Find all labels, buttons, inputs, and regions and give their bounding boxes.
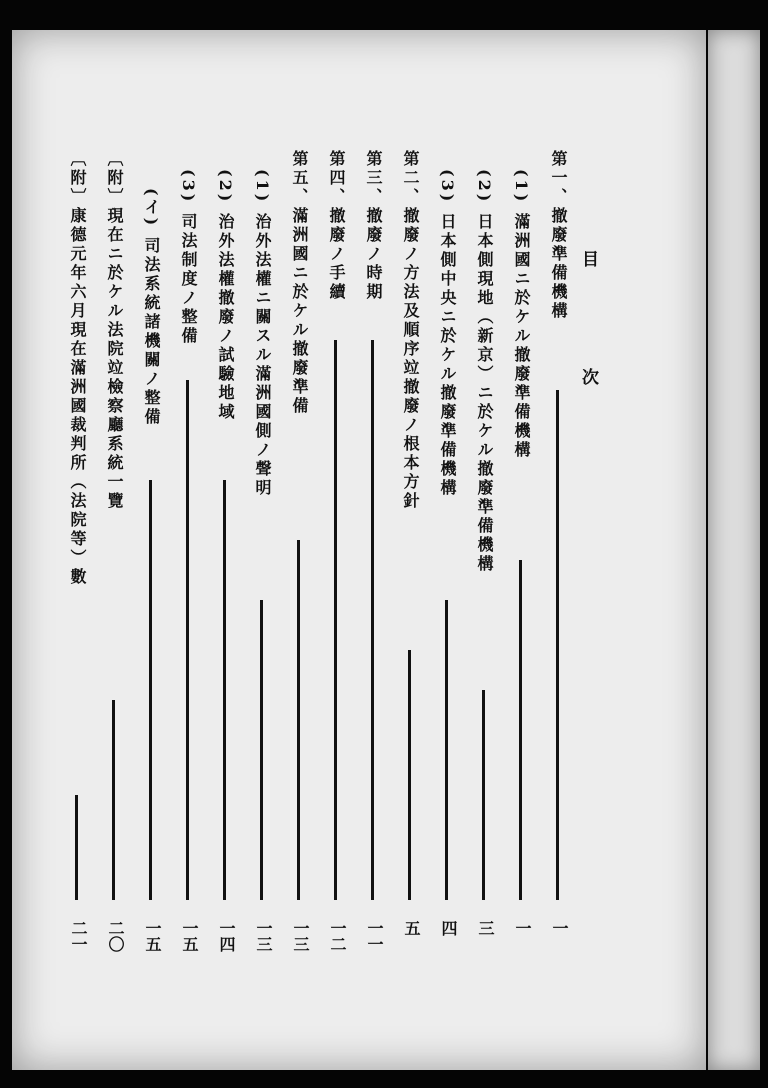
toc-entry-12: (イ) 司法系統諸機關ノ整備 <box>142 150 161 427</box>
page-number-10: 一四 <box>217 920 236 952</box>
toc-entry-5: 第二、撤廢ノ方法及順序竝撤廢ノ根本方針 <box>401 150 420 511</box>
page-number-4: 四 <box>439 920 458 936</box>
leader-6 <box>371 340 374 900</box>
leader-1 <box>556 390 559 900</box>
leader-14 <box>75 795 78 900</box>
page-number-2: 一 <box>513 920 532 936</box>
toc-entry-13: 〔附〕現在ニ於ケル法院竝檢察廳系統一覽 <box>105 150 124 511</box>
toc-entry-8: 第五、滿洲國ニ於ケル撤廢準備 <box>290 150 309 416</box>
toc-entry-14: 〔附〕康德元年六月現在滿洲國裁判所（法院等）數 <box>68 150 87 587</box>
leader-2 <box>519 560 522 900</box>
leader-13 <box>112 700 115 900</box>
toc-entry-9: (1) 治外法權ニ關スル滿洲國側ノ聲明 <box>253 150 272 498</box>
leader-9 <box>260 600 263 900</box>
page-number-7: 一二 <box>328 920 347 952</box>
toc-entry-11: (3) 司法制度ノ整備 <box>179 150 198 346</box>
leader-3 <box>482 690 485 900</box>
toc-entry-7: 第四、撤廢ノ手續 <box>327 150 346 302</box>
toc-entry-4: (3) 日本側中央ニ於ケル撤廢準備機構 <box>438 150 457 498</box>
page-number-11: 一五 <box>180 920 199 952</box>
page-number-9: 一三 <box>254 920 273 952</box>
leader-11 <box>186 380 189 900</box>
toc-entry-1: 第一、撤廢準備機構 <box>549 150 568 321</box>
page-number-3: 三 <box>476 920 495 936</box>
page-number-5: 五 <box>402 920 421 936</box>
toc-entry-6: 第三、撤廢ノ時期 <box>364 150 383 302</box>
page-number-14: 二一 <box>69 920 88 952</box>
leader-12 <box>149 480 152 900</box>
page-number-6: 一一 <box>365 920 384 952</box>
leader-10 <box>223 480 226 900</box>
page-number-8: 一三 <box>291 920 310 952</box>
toc-entry-10: (2) 治外法權撤廢ノ試驗地域 <box>216 150 235 422</box>
next-page-edge <box>708 30 760 1070</box>
page-number-13: 二〇 <box>106 920 125 952</box>
leader-7 <box>334 340 337 900</box>
toc-entry-2: (1) 滿洲國ニ於ケル撤廢準備機構 <box>512 150 531 460</box>
toc-entry-3: (2) 日本側現地（新京）ニ於ケル撤廢準備機構 <box>475 150 494 574</box>
page-title: 目 次 <box>578 250 598 427</box>
leader-4 <box>445 600 448 900</box>
leader-8 <box>297 540 300 900</box>
page-number-12: 一五 <box>143 920 162 952</box>
page-number-1: 一 <box>550 920 569 936</box>
leader-5 <box>408 650 411 900</box>
